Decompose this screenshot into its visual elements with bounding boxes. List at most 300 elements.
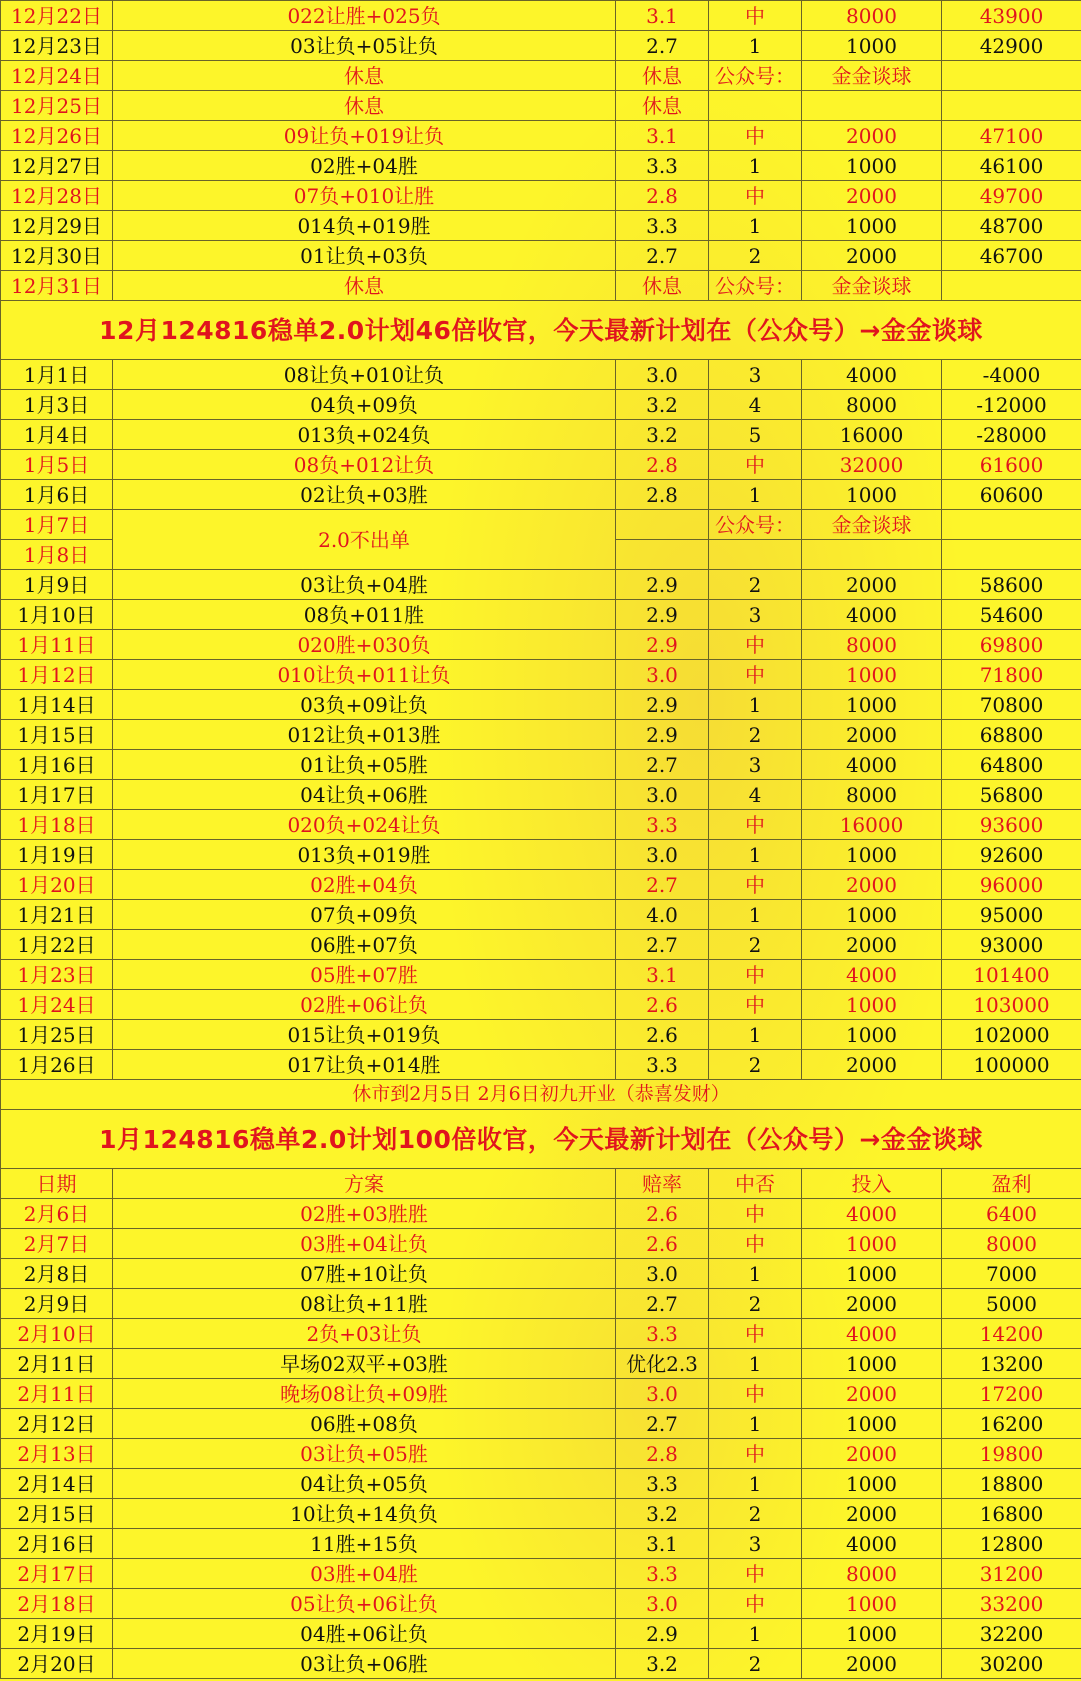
- hit-cell: 1: [709, 690, 802, 720]
- plan-cell: 03胜+04让负: [113, 1229, 616, 1259]
- hit-cell: 公众号：: [709, 271, 802, 301]
- hit-cell: 1: [709, 1409, 802, 1439]
- bet-cell: 1000: [802, 1349, 942, 1379]
- profit-cell: 7000: [942, 1259, 1081, 1289]
- plan-cell: 早场02双平+03胜: [113, 1349, 616, 1379]
- plan-cell: 014负+019胜: [113, 211, 616, 241]
- odds-cell: 3.0: [616, 1259, 709, 1289]
- banner-december: 12月124816稳单2.0计划46倍收官，今天最新计划在（公众号）→金金谈球: [1, 301, 1081, 360]
- hit-cell: 中: [709, 630, 802, 660]
- bet-cell: 4000: [802, 600, 942, 630]
- plan-cell: 020胜+030负: [113, 630, 616, 660]
- date-cell: 1月18日: [1, 810, 113, 840]
- date-cell: 1月15日: [1, 720, 113, 750]
- hit-cell: 公众号：: [709, 510, 802, 540]
- odds-cell: 2.9: [616, 690, 709, 720]
- profit-cell: 103000: [942, 990, 1081, 1020]
- profit-cell: 8000: [942, 1229, 1081, 1259]
- plan-cell: 07负+09负: [113, 900, 616, 930]
- plan-cell: 02胜+06让负: [113, 990, 616, 1020]
- plan-cell: 04让负+06胜: [113, 780, 616, 810]
- date-cell: 1月4日: [1, 420, 113, 450]
- odds-cell: 3.0: [616, 360, 709, 390]
- odds-cell: 3.3: [616, 1559, 709, 1589]
- bet-cell: 1000: [802, 1229, 942, 1259]
- plan-cell: 08负+011胜: [113, 600, 616, 630]
- hit-cell: [709, 540, 802, 570]
- plan-cell: 03让负+05让负: [113, 31, 616, 61]
- table-row: [1, 930, 1081, 960]
- profit-cell: 33200: [942, 1589, 1081, 1619]
- hit-cell: 2: [709, 1050, 802, 1080]
- bet-cell: [802, 540, 942, 570]
- bet-cell: 2000: [802, 930, 942, 960]
- odds-cell: [616, 540, 709, 570]
- hit-cell: 2: [709, 241, 802, 271]
- date-cell: 12月28日: [1, 181, 113, 211]
- plan-cell: 07负+010让胜: [113, 181, 616, 211]
- date-cell: 1月14日: [1, 690, 113, 720]
- table-row: [1, 181, 1081, 211]
- odds-cell: 2.7: [616, 750, 709, 780]
- hit-cell: 2: [709, 570, 802, 600]
- table-row: [1, 211, 1081, 241]
- odds-cell: 2.8: [616, 450, 709, 480]
- odds-cell: 2.6: [616, 1229, 709, 1259]
- bet-cell: 1000: [802, 151, 942, 181]
- bet-cell: 1000: [802, 900, 942, 930]
- profit-cell: 68800: [942, 720, 1081, 750]
- hit-cell: 3: [709, 360, 802, 390]
- date-cell: 1月21日: [1, 900, 113, 930]
- plan-cell: 09让负+019让负: [113, 121, 616, 151]
- hit-cell: 2: [709, 1289, 802, 1319]
- hit-cell: 中: [709, 1559, 802, 1589]
- date-cell: 2月12日: [1, 1409, 113, 1439]
- market-closed-notice: 休市到2月5日 2月6日初九开业（恭喜发财）: [1, 1080, 1081, 1110]
- odds-cell: 2.7: [616, 1409, 709, 1439]
- hit-cell: 中: [709, 1439, 802, 1469]
- date-cell: 1月22日: [1, 930, 113, 960]
- date-cell: 2月16日: [1, 1529, 113, 1559]
- hit-cell: 3: [709, 600, 802, 630]
- date-cell: 2月6日: [1, 1199, 113, 1229]
- hit-cell: 1: [709, 151, 802, 181]
- bet-cell: 4000: [802, 960, 942, 990]
- bet-cell: 4000: [802, 1319, 942, 1349]
- date-cell: 1月7日: [1, 510, 113, 540]
- header-hit: 中否: [709, 1169, 802, 1199]
- hit-cell: 中: [709, 660, 802, 690]
- plan-cell: 晚场08让负+09胜: [113, 1379, 616, 1409]
- odds-cell: 3.1: [616, 960, 709, 990]
- bet-cell: 2000: [802, 1649, 942, 1679]
- profit-cell: -12000: [942, 390, 1081, 420]
- plan-cell: 08让负+11胜: [113, 1289, 616, 1319]
- hit-cell: 中: [709, 1319, 802, 1349]
- odds-cell: 休息: [616, 91, 709, 121]
- profit-cell: 31200: [942, 1559, 1081, 1589]
- bet-cell: 1000: [802, 1409, 942, 1439]
- bet-cell: 1000: [802, 1589, 942, 1619]
- odds-cell: 3.0: [616, 840, 709, 870]
- odds-cell: 2.6: [616, 1199, 709, 1229]
- bet-cell: 1000: [802, 690, 942, 720]
- plan-cell: 010让负+011让负: [113, 660, 616, 690]
- bet-cell: 2000: [802, 1050, 942, 1080]
- hit-cell: 中: [709, 810, 802, 840]
- date-cell: 1月24日: [1, 990, 113, 1020]
- profit-cell: 100000: [942, 1050, 1081, 1080]
- hit-cell: 中: [709, 1589, 802, 1619]
- header-bet: 投入: [802, 1169, 942, 1199]
- profit-cell: -4000: [942, 360, 1081, 390]
- hit-cell: 1: [709, 480, 802, 510]
- profit-cell: 49700: [942, 181, 1081, 211]
- odds-cell: 3.1: [616, 1529, 709, 1559]
- bet-cell: 2000: [802, 1379, 942, 1409]
- table-row: [1, 91, 1081, 121]
- header-plan: 方案: [113, 1169, 616, 1199]
- profit-cell: 102000: [942, 1020, 1081, 1050]
- plan-cell: 08负+012让负: [113, 450, 616, 480]
- bet-cell: 2000: [802, 121, 942, 151]
- bet-cell: 4000: [802, 1529, 942, 1559]
- table-row: [1, 1529, 1081, 1559]
- plan-cell: 10让负+14负负: [113, 1499, 616, 1529]
- banner-january-row: [1, 1110, 1081, 1169]
- table-row: [1, 1469, 1081, 1499]
- plan-cell: 05让负+06让负: [113, 1589, 616, 1619]
- plan-cell: 015让负+019负: [113, 1020, 616, 1050]
- market-closed-notice-row: [1, 1080, 1081, 1110]
- table-row: [1, 1229, 1081, 1259]
- table-row: [1, 720, 1081, 750]
- table-row: [1, 390, 1081, 420]
- odds-cell: 2.7: [616, 31, 709, 61]
- odds-cell: 3.2: [616, 1499, 709, 1529]
- odds-cell: 休息: [616, 61, 709, 91]
- date-cell: 2月11日: [1, 1379, 113, 1409]
- table-row: [1, 870, 1081, 900]
- table-row: [1, 241, 1081, 271]
- odds-cell: 2.9: [616, 720, 709, 750]
- plan-cell: 04胜+06让负: [113, 1619, 616, 1649]
- table-row: [1, 600, 1081, 630]
- bet-cell: 1000: [802, 1469, 942, 1499]
- date-cell: 1月16日: [1, 750, 113, 780]
- table-row: [1, 1619, 1081, 1649]
- profit-cell: 92600: [942, 840, 1081, 870]
- date-cell: 12月30日: [1, 241, 113, 271]
- table-row: [1, 1439, 1081, 1469]
- hit-cell: 中: [709, 1229, 802, 1259]
- odds-cell: 3.0: [616, 660, 709, 690]
- plan-cell: 013负+019胜: [113, 840, 616, 870]
- profit-cell: [942, 510, 1081, 540]
- odds-cell: 优化2.3: [616, 1349, 709, 1379]
- profit-cell: 96000: [942, 870, 1081, 900]
- plan-cell: 01让负+03负: [113, 241, 616, 271]
- odds-cell: 2.7: [616, 930, 709, 960]
- odds-cell: 3.2: [616, 420, 709, 450]
- odds-cell: 3.0: [616, 1379, 709, 1409]
- table-row: [1, 1199, 1081, 1229]
- date-cell: 2月10日: [1, 1319, 113, 1349]
- hit-cell: 2: [709, 720, 802, 750]
- table-header-row: [1, 1169, 1081, 1199]
- profit-cell: 47100: [942, 121, 1081, 151]
- plan-cell: 012让负+013胜: [113, 720, 616, 750]
- odds-cell: 3.1: [616, 121, 709, 151]
- plan-cell: 022让胜+025负: [113, 1, 616, 31]
- profit-cell: [942, 271, 1081, 301]
- hit-cell: 中: [709, 121, 802, 151]
- date-cell: 1月26日: [1, 1050, 113, 1080]
- table-row: [1, 1020, 1081, 1050]
- hit-cell: 1: [709, 1469, 802, 1499]
- table-row: [1, 990, 1081, 1020]
- table-row: [1, 1379, 1081, 1409]
- odds-cell: 2.8: [616, 480, 709, 510]
- profit-cell: 46700: [942, 241, 1081, 271]
- hit-cell: 1: [709, 1020, 802, 1050]
- date-cell: 12月27日: [1, 151, 113, 181]
- odds-cell: 3.3: [616, 810, 709, 840]
- hit-cell: 中: [709, 1199, 802, 1229]
- odds-cell: 2.7: [616, 241, 709, 271]
- bet-cell: 16000: [802, 810, 942, 840]
- date-cell: 2月17日: [1, 1559, 113, 1589]
- date-cell: 12月24日: [1, 61, 113, 91]
- date-cell: 2月11日: [1, 1349, 113, 1379]
- odds-cell: 2.9: [616, 1619, 709, 1649]
- odds-cell: 3.3: [616, 1050, 709, 1080]
- profit-cell: 69800: [942, 630, 1081, 660]
- profit-cell: 101400: [942, 960, 1081, 990]
- date-cell: 2月13日: [1, 1439, 113, 1469]
- hit-cell: 中: [709, 1379, 802, 1409]
- profit-cell: 16200: [942, 1409, 1081, 1439]
- bet-cell: 2000: [802, 870, 942, 900]
- bet-cell: [802, 91, 942, 121]
- table-row: [1, 271, 1081, 301]
- odds-cell: 2.9: [616, 570, 709, 600]
- hit-cell: 中: [709, 1, 802, 31]
- profit-cell: 71800: [942, 660, 1081, 690]
- table-row: [1, 480, 1081, 510]
- bet-cell: 8000: [802, 780, 942, 810]
- table-row: [1, 121, 1081, 151]
- profit-cell: 93000: [942, 930, 1081, 960]
- bet-cell: 1000: [802, 211, 942, 241]
- profit-cell: [942, 61, 1081, 91]
- date-cell: 1月8日: [1, 540, 113, 570]
- table-row: [1, 1559, 1081, 1589]
- plan-cell: 08让负+010让负: [113, 360, 616, 390]
- profit-cell: 32200: [942, 1619, 1081, 1649]
- date-cell: 1月11日: [1, 630, 113, 660]
- plan-cell: 020负+024让负: [113, 810, 616, 840]
- plan-cell: 2.0不出单: [113, 510, 616, 570]
- hit-cell: 1: [709, 900, 802, 930]
- bet-cell: 8000: [802, 1, 942, 31]
- hit-cell: 1: [709, 840, 802, 870]
- odds-cell: 2.6: [616, 990, 709, 1020]
- bet-cell: 金金谈球: [802, 271, 942, 301]
- hit-cell: 中: [709, 870, 802, 900]
- plan-cell: 02胜+04负: [113, 870, 616, 900]
- table-row: [1, 1289, 1081, 1319]
- plan-cell: 017让负+014胜: [113, 1050, 616, 1080]
- plan-cell: 03负+09让负: [113, 690, 616, 720]
- bet-cell: 8000: [802, 1559, 942, 1589]
- profit-cell: 18800: [942, 1469, 1081, 1499]
- odds-cell: 3.0: [616, 1589, 709, 1619]
- bet-cell: 1000: [802, 1259, 942, 1289]
- table-row: [1, 1649, 1081, 1679]
- date-cell: 2月14日: [1, 1469, 113, 1499]
- date-cell: 12月25日: [1, 91, 113, 121]
- table-row: [1, 1, 1081, 31]
- hit-cell: 公众号：: [709, 61, 802, 91]
- table-row: [1, 450, 1081, 480]
- profit-cell: 61600: [942, 450, 1081, 480]
- table-row: [1, 690, 1081, 720]
- table-row: [1, 960, 1081, 990]
- bet-cell: 2000: [802, 241, 942, 271]
- odds-cell: 2.9: [616, 600, 709, 630]
- header-date: 日期: [1, 1169, 113, 1199]
- hit-cell: 中: [709, 450, 802, 480]
- banner-december-row: [1, 301, 1081, 360]
- plan-cell: 03让负+04胜: [113, 570, 616, 600]
- date-cell: 1月19日: [1, 840, 113, 870]
- odds-cell: 2.7: [616, 1289, 709, 1319]
- date-cell: 2月18日: [1, 1589, 113, 1619]
- table-row: [1, 660, 1081, 690]
- odds-cell: 2.8: [616, 1439, 709, 1469]
- date-cell: 2月20日: [1, 1649, 113, 1679]
- table-row: [1, 31, 1081, 61]
- table-row: [1, 750, 1081, 780]
- odds-cell: 休息: [616, 271, 709, 301]
- plan-cell: 休息: [113, 91, 616, 121]
- table-row: [1, 1050, 1081, 1080]
- date-cell: 1月5日: [1, 450, 113, 480]
- date-cell: 1月9日: [1, 570, 113, 600]
- date-cell: 2月8日: [1, 1259, 113, 1289]
- date-cell: 2月19日: [1, 1619, 113, 1649]
- table-row: [1, 510, 1081, 540]
- profit-cell: 43900: [942, 1, 1081, 31]
- hit-cell: 1: [709, 1259, 802, 1289]
- odds-cell: 3.2: [616, 390, 709, 420]
- profit-cell: 93600: [942, 810, 1081, 840]
- table-row: [1, 420, 1081, 450]
- plan-cell: 休息: [113, 271, 616, 301]
- date-cell: 12月26日: [1, 121, 113, 151]
- bet-cell: 2000: [802, 1289, 942, 1319]
- plan-cell: 02胜+04胜: [113, 151, 616, 181]
- profit-cell: 60600: [942, 480, 1081, 510]
- bet-cell: 2000: [802, 570, 942, 600]
- table-row: [1, 1259, 1081, 1289]
- plan-cell: 2负+03让负: [113, 1319, 616, 1349]
- profit-cell: 30200: [942, 1649, 1081, 1679]
- date-cell: 1月25日: [1, 1020, 113, 1050]
- banner-january: 1月124816稳单2.0计划100倍收官，今天最新计划在（公众号）→金金谈球: [1, 1110, 1081, 1169]
- profit-cell: 58600: [942, 570, 1081, 600]
- date-cell: 1月12日: [1, 660, 113, 690]
- table-row: [1, 151, 1081, 181]
- profit-cell: 42900: [942, 31, 1081, 61]
- profit-cell: 56800: [942, 780, 1081, 810]
- profit-cell: 16800: [942, 1499, 1081, 1529]
- table-row: [1, 840, 1081, 870]
- hit-cell: 3: [709, 750, 802, 780]
- plan-cell: 01让负+05胜: [113, 750, 616, 780]
- bet-cell: 金金谈球: [802, 510, 942, 540]
- table-row: [1, 1319, 1081, 1349]
- profit-cell: [942, 91, 1081, 121]
- odds-cell: 2.8: [616, 181, 709, 211]
- plan-cell: 11胜+15负: [113, 1529, 616, 1559]
- profit-cell: 95000: [942, 900, 1081, 930]
- date-cell: 1月3日: [1, 390, 113, 420]
- bet-cell: 8000: [802, 630, 942, 660]
- odds-cell: [616, 510, 709, 540]
- bet-cell: 2000: [802, 720, 942, 750]
- table-row: [1, 61, 1081, 91]
- hit-cell: 4: [709, 390, 802, 420]
- table-row: [1, 780, 1081, 810]
- bet-cell: 4000: [802, 1199, 942, 1229]
- odds-cell: 3.3: [616, 1469, 709, 1499]
- odds-cell: 3.0: [616, 780, 709, 810]
- hit-cell: [709, 91, 802, 121]
- date-cell: 12月22日: [1, 1, 113, 31]
- hit-cell: 中: [709, 960, 802, 990]
- date-cell: 12月23日: [1, 31, 113, 61]
- plan-cell: 04让负+05负: [113, 1469, 616, 1499]
- plan-cell: 04负+09负: [113, 390, 616, 420]
- profit-cell: 19800: [942, 1439, 1081, 1469]
- hit-cell: 1: [709, 211, 802, 241]
- date-cell: 2月7日: [1, 1229, 113, 1259]
- odds-cell: 3.3: [616, 1319, 709, 1349]
- plan-cell: 02让负+03胜: [113, 480, 616, 510]
- profit-cell: -28000: [942, 420, 1081, 450]
- profit-cell: 6400: [942, 1199, 1081, 1229]
- bet-cell: 32000: [802, 450, 942, 480]
- odds-cell: 2.7: [616, 870, 709, 900]
- plan-cell: 03胜+04胜: [113, 1559, 616, 1589]
- table-row: [1, 810, 1081, 840]
- date-cell: 1月10日: [1, 600, 113, 630]
- hit-cell: 1: [709, 1349, 802, 1379]
- date-cell: 1月1日: [1, 360, 113, 390]
- bet-cell: 1000: [802, 990, 942, 1020]
- odds-cell: 2.9: [616, 630, 709, 660]
- odds-cell: 3.3: [616, 211, 709, 241]
- profit-cell: 48700: [942, 211, 1081, 241]
- hit-cell: 3: [709, 1529, 802, 1559]
- plan-cell: 02胜+03胜胜: [113, 1199, 616, 1229]
- table-row: [1, 1589, 1081, 1619]
- odds-cell: 3.1: [616, 1, 709, 31]
- profit-cell: 46100: [942, 151, 1081, 181]
